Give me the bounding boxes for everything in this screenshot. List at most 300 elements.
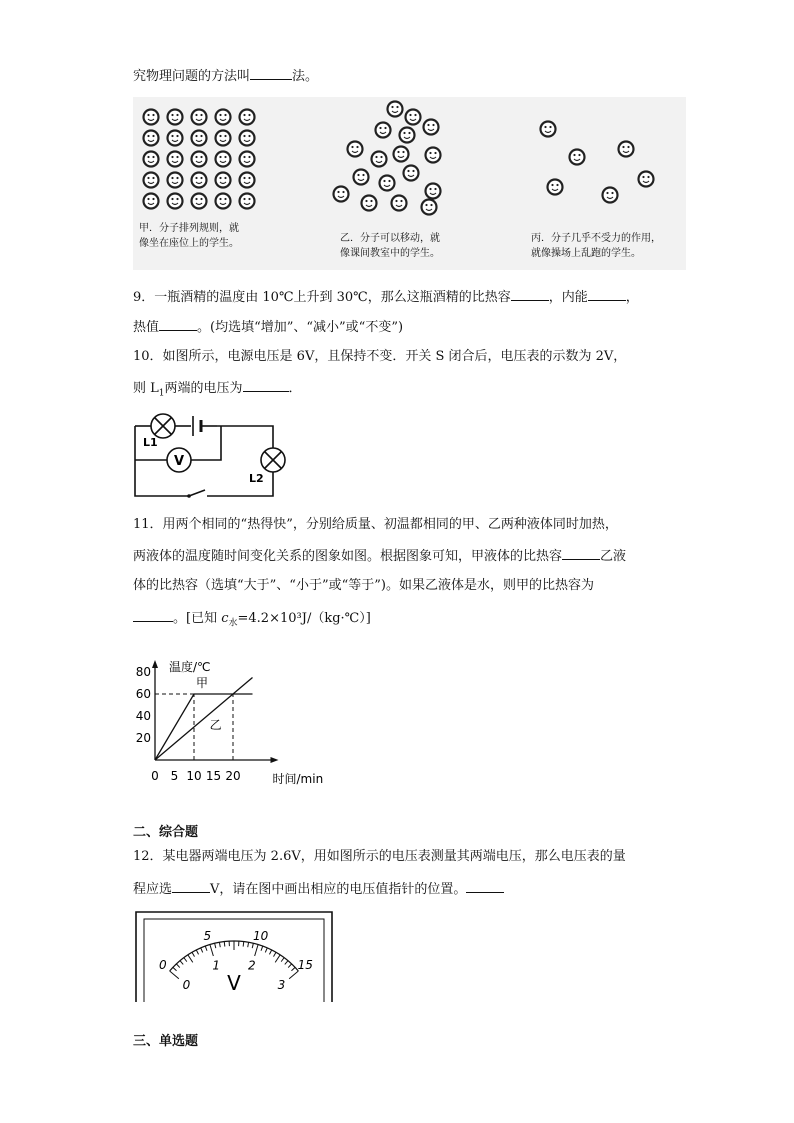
q11-line2 [133, 546, 626, 566]
smiley-molecule-icon [380, 176, 395, 191]
molecule-eye [430, 204, 432, 206]
molecule-eye [397, 151, 399, 153]
dial-tick [261, 946, 263, 951]
molecule-eye [388, 180, 390, 182]
molecule-eye [337, 191, 339, 193]
smiley-molecule-icon [216, 152, 231, 167]
dial-tick [184, 958, 187, 962]
molecule-eye [414, 114, 416, 116]
dial-tick [188, 955, 193, 963]
molecule-outline [168, 110, 183, 125]
smiley-molecule-icon [168, 173, 183, 188]
molecule-outline [570, 150, 585, 165]
molecule-eye [200, 177, 202, 179]
molecule-outline [603, 188, 618, 203]
smiley-molecule-icon [144, 110, 159, 125]
q12-line2 [133, 879, 504, 899]
smiley-molecule-icon [240, 131, 255, 146]
y-tick-label: 60 [135, 687, 151, 701]
molecule-eye [147, 156, 149, 158]
q10-sub: 1 [158, 388, 165, 399]
q11-text-1: 两液体的温度随时间变化关系的图象如图。根据图象可知，甲液体的比热容 [133, 549, 563, 564]
smiley-molecule-icon [168, 152, 183, 167]
dial-tick [243, 942, 244, 947]
molecule-eye [429, 188, 431, 190]
l2-label: L2 [249, 472, 264, 485]
q8-text: 究物理问题的方法叫 [133, 69, 251, 84]
molecule-eye [412, 170, 414, 172]
molecule-outline [348, 142, 363, 157]
q12-text-1: 程应选 [133, 882, 173, 897]
x-axis-arrow [271, 757, 279, 763]
molecule-eye [195, 177, 197, 179]
molecule-eye [224, 177, 226, 179]
caption-c-line2: 就像操场上乱跑的学生。 [531, 248, 641, 259]
molecule-eye [195, 114, 197, 116]
molecule-eye [152, 177, 154, 179]
dial-tick [248, 942, 249, 947]
dial-tick [173, 967, 177, 970]
q10-text-3: ． [288, 381, 302, 396]
section-title-2: 二、综合题 [133, 825, 199, 840]
molecule-outline [400, 128, 415, 143]
dial-tick [274, 952, 277, 956]
molecule-outline [192, 152, 207, 167]
molecule-eye [396, 106, 398, 108]
smiley-molecule-icon [216, 173, 231, 188]
q9-text-4: 热值 [133, 320, 160, 335]
smiley-molecule-icon [168, 110, 183, 125]
q9-text-1: 9．一瓶酒精的温度由 10℃上升到 30℃，那么这瓶酒精的比热容 [133, 290, 511, 305]
l1-label: L1 [143, 436, 158, 449]
molecule-eye [176, 198, 178, 200]
y-axis-arrow [152, 660, 158, 668]
molecule-eye [611, 192, 613, 194]
molecule-eye [556, 184, 558, 186]
molecule-eye [432, 124, 434, 126]
inner-scale-label: 3 [277, 978, 286, 993]
molecule-eye [400, 200, 402, 202]
molecule-eye [384, 127, 386, 129]
molecule-eye [147, 198, 149, 200]
inner-scale-label: 1 [212, 958, 221, 973]
molecule-eye [549, 126, 551, 128]
molecule-eye [248, 135, 250, 137]
inner-scale-label: 2 [247, 958, 256, 973]
x-tick-label: 5 [170, 769, 179, 783]
molecule-outline [168, 152, 183, 167]
molecule-eye [224, 156, 226, 158]
q8-tail [133, 66, 318, 86]
dial-tick [180, 961, 183, 965]
smiley-molecule-icon [144, 173, 159, 188]
section-title-3: 三、单选题 [133, 1034, 199, 1049]
molecule-outline [388, 102, 403, 117]
molecule-eye [544, 126, 546, 128]
q11-line3: 体的比热容（选填“大于”、“小于”或“等于”)。如果乙液体是水，则甲的比热容为 [133, 578, 594, 593]
molecule-eye [224, 114, 226, 116]
dial-tick [285, 961, 288, 965]
dial-tick [281, 958, 284, 962]
molecule-eye [152, 198, 154, 200]
molecule-outline [192, 194, 207, 209]
smiley-molecule-icon [362, 196, 377, 211]
circuit-svg [127, 410, 297, 502]
molecule-eye [171, 177, 173, 179]
smiley-molecule-icon [424, 120, 439, 135]
molecule-outline [354, 170, 369, 185]
smiley-molecule-icon [348, 142, 363, 157]
x-tick-label: 10 [186, 769, 202, 783]
q8-after: 法。 [292, 69, 319, 84]
y-tick-label: 40 [135, 709, 151, 723]
smiley-molecule-icon [406, 110, 421, 125]
molecule-outline [422, 200, 437, 215]
outer-scale-label: 10 [253, 928, 269, 943]
voltmeter-label: V [173, 454, 185, 469]
smiley-molecule-icon [426, 184, 441, 199]
smiley-molecule-icon [388, 102, 403, 117]
molecule-eye [627, 146, 629, 148]
molecule-eye [551, 184, 553, 186]
dial-tick [288, 964, 291, 968]
molecule-eye [200, 114, 202, 116]
smiley-molecule-icon [541, 122, 556, 137]
molecule-eye [357, 174, 359, 176]
smiley-molecule-icon [144, 131, 159, 146]
dial-unit-label: V [227, 971, 241, 995]
q11-blank-2[interactable] [133, 608, 173, 622]
molecule-eye [243, 114, 245, 116]
wire-top-right [217, 426, 273, 448]
x-tick-label: 15 [205, 769, 222, 783]
smiley-molecule-icon [570, 150, 585, 165]
smiley-molecule-icon [422, 200, 437, 215]
series-line-1 [155, 694, 253, 760]
molecule-outline [639, 172, 654, 187]
smiley-molecule-icon [334, 187, 349, 202]
outer-scale-label: 15 [297, 958, 313, 973]
dial-tick [269, 950, 271, 954]
molecule-outline [394, 147, 409, 162]
caption-b [340, 231, 440, 261]
molecule-outline [240, 194, 255, 209]
caption-a-line1: 甲．分子排列规则，就 [139, 223, 239, 234]
molecule-eye [195, 198, 197, 200]
dial-svg[interactable] [135, 907, 333, 1003]
smiley-molecule-icon [192, 173, 207, 188]
molecule-outline [144, 131, 159, 146]
molecule-eye [147, 135, 149, 137]
molecule-outline [380, 176, 395, 191]
caption-c-line1: 丙．分子几乎不受力的作用， [531, 233, 661, 244]
molecule-eye [171, 114, 173, 116]
q9-blank-2[interactable] [588, 287, 626, 301]
molecule-eye [224, 198, 226, 200]
smiley-molecule-icon [619, 142, 634, 157]
smiley-molecule-icon [192, 152, 207, 167]
molecule-eye [200, 198, 202, 200]
smiley-molecule-icon [392, 196, 407, 211]
q9-text-2: ，内能 [548, 290, 588, 305]
q10-text-1: 则 L [133, 381, 159, 396]
q9-text-3: ， [625, 290, 639, 305]
molecule-eye [243, 198, 245, 200]
molecule-eye [243, 177, 245, 179]
molecule-eye [248, 177, 250, 179]
switch-blade [189, 490, 205, 496]
q9-blank-3[interactable] [159, 317, 197, 331]
molecule-outline [426, 184, 441, 199]
molecule-eye [147, 177, 149, 179]
smiley-molecule-icon [426, 148, 441, 163]
outer-scale-label: 0 [158, 958, 167, 973]
molecule-outline [362, 196, 377, 211]
molecule-outline [144, 152, 159, 167]
smiley-molecule-icon [240, 194, 255, 209]
x-tick-label: 20 [225, 769, 241, 783]
molecule-outline [240, 110, 255, 125]
molecule-eye [248, 198, 250, 200]
q11-text-4: =4.2×10³J/（kg·℃）] [237, 611, 371, 626]
molecule-outline [376, 123, 391, 138]
molecule-eye [219, 156, 221, 158]
molecule-eye [395, 200, 397, 202]
molecule-eye [152, 156, 154, 158]
dial-tick [219, 942, 220, 947]
molecule-outline [424, 120, 439, 135]
molecule-eye [380, 156, 382, 158]
q11-text-3: 。[已知 [173, 611, 222, 626]
molecule-eye [219, 177, 221, 179]
circuit-diagram [127, 410, 297, 502]
dial-tick [210, 945, 213, 956]
dial-tick [215, 943, 216, 948]
q9-text-5: 。(均选填“增加”、“减小”或“不变”) [197, 320, 404, 335]
q10-text-2: 两端的电压为 [164, 381, 243, 396]
molecule-eye [152, 114, 154, 116]
molecule-outline [406, 110, 421, 125]
molecule-outline [216, 194, 231, 209]
dial-tick [170, 971, 179, 979]
q9-blank-1[interactable] [511, 287, 549, 301]
q12-text-2: V，请在图中画出相应的电压值指针的位置。 [210, 882, 467, 897]
caption-b-line2: 像课间教室中的学生。 [340, 248, 440, 259]
q10-blank[interactable] [243, 378, 289, 392]
molecule-outline [404, 166, 419, 181]
q9-line2 [133, 317, 403, 337]
series-label-1: 甲 [196, 676, 209, 690]
molecule-eye [383, 180, 385, 182]
smiley-molecule-icon [216, 131, 231, 146]
y-axis-label: 温度/℃ [169, 660, 211, 674]
q12-line1: 12．某电器两端电压为 2.6V，用如图所示的电压表测量其两端电压，那么电压表的量 [133, 849, 626, 864]
molecule-outline [216, 110, 231, 125]
smiley-molecule-icon [376, 123, 391, 138]
q11-sub: 水 [228, 618, 238, 629]
smiley-molecule-icon [192, 194, 207, 209]
dial-tick [265, 948, 267, 953]
molecule-outline [240, 131, 255, 146]
smiley-molecule-icon [192, 110, 207, 125]
smiley-molecule-icon [240, 110, 255, 125]
smiley-molecule-icon [192, 131, 207, 146]
molecule-eye [219, 135, 221, 137]
molecule-eye [429, 152, 431, 154]
caption-c [531, 231, 661, 261]
smiley-molecule-icon [548, 180, 563, 195]
dial-tick [192, 952, 195, 956]
molecule-outline [192, 131, 207, 146]
smiley-molecule-icon [216, 110, 231, 125]
caption-b-line1: 乙．分子可以移动，就 [340, 233, 440, 244]
outer-scale-label: 5 [203, 928, 212, 943]
molecule-eye [243, 156, 245, 158]
molecule-eye [147, 114, 149, 116]
voltmeter-dial [135, 907, 333, 1003]
dial-tick [205, 946, 207, 951]
x-axis-label: 时间/min [272, 772, 324, 786]
q11-line4 [133, 608, 371, 633]
molecule-outline [240, 173, 255, 188]
caption-a [139, 221, 239, 251]
molecule-eye [200, 156, 202, 158]
molecule-eye [362, 174, 364, 176]
molecule-eye [243, 135, 245, 137]
smiley-molecule-icon [354, 170, 369, 185]
molecule-eye [195, 135, 197, 137]
q11-c-symbol: c [221, 611, 229, 626]
q11-text-2: 乙液 [600, 549, 627, 564]
molecule-eye [176, 156, 178, 158]
dial-tick [201, 948, 203, 953]
molecule-outline [216, 173, 231, 188]
molecule-outline [144, 194, 159, 209]
q10-line2 [133, 378, 302, 403]
dial-tick [252, 943, 253, 948]
molecule-outline [548, 180, 563, 195]
smiley-molecule-icon [639, 172, 654, 187]
molecule-eye [427, 124, 429, 126]
q10-line1: 10．如图所示，电源电压是 6V，且保持不变．开关 S 闭合后，电压表的示数为 2V， [133, 349, 627, 364]
dial-tick [196, 950, 198, 954]
molecule-eye [403, 132, 405, 134]
q9-line1 [133, 287, 639, 307]
caption-a-line2: 像坐在座位上的学生。 [139, 238, 239, 249]
dial-tick [275, 955, 280, 963]
molecule-eye [409, 114, 411, 116]
dial-tick [224, 942, 225, 947]
molecule-outline [192, 110, 207, 125]
switch-pivot [187, 494, 191, 498]
smiley-molecule-icon [394, 147, 409, 162]
molecule-eye [200, 135, 202, 137]
molecule-outline [144, 173, 159, 188]
molecule-outline [168, 194, 183, 209]
smiley-molecule-icon [240, 173, 255, 188]
molecule-eye [622, 146, 624, 148]
molecule-eye [573, 154, 575, 156]
molecule-eye [647, 176, 649, 178]
chart-svg [133, 642, 353, 794]
molecule-eye [219, 114, 221, 116]
molecule-eye [606, 192, 608, 194]
molecule-eye [171, 135, 173, 137]
smiley-molecule-icon [240, 152, 255, 167]
y-tick-label: 80 [135, 665, 151, 679]
q11-blank-1[interactable] [562, 546, 600, 560]
dial-tick [291, 967, 295, 970]
molecule-eye [434, 188, 436, 190]
molecule-outline [240, 152, 255, 167]
molecule-eye [351, 146, 353, 148]
molecule-outline [192, 173, 207, 188]
q12-blank-2[interactable] [466, 879, 504, 893]
molecule-eye [219, 198, 221, 200]
smiley-molecule-icon [404, 166, 419, 181]
molecule-eye [195, 156, 197, 158]
smiley-molecule-icon [216, 194, 231, 209]
molecule-eye [379, 127, 381, 129]
smiley-molecule-icon [144, 152, 159, 167]
molecule-eye [176, 177, 178, 179]
molecule-outline [541, 122, 556, 137]
molecule-eye [408, 132, 410, 134]
molecule-outline [392, 196, 407, 211]
dial-tick [176, 964, 179, 968]
smiley-molecule-icon [603, 188, 618, 203]
molecule-eye [391, 106, 393, 108]
molecule-eye [425, 204, 427, 206]
molecule-eye [365, 200, 367, 202]
molecule-eye [171, 198, 173, 200]
molecule-eye [375, 156, 377, 158]
molecule-eye [356, 146, 358, 148]
molecule-eye [176, 135, 178, 137]
molecule-eye [224, 135, 226, 137]
molecule-eye [578, 154, 580, 156]
q12-blank-1[interactable] [172, 879, 210, 893]
molecule-outline [372, 152, 387, 167]
molecule-figure [133, 97, 686, 270]
molecule-eye [342, 191, 344, 193]
wire-v-right [191, 426, 221, 460]
molecule-outline [619, 142, 634, 157]
temperature-chart [133, 642, 353, 794]
series-label-2: 乙 [209, 718, 222, 733]
molecule-outline [168, 131, 183, 146]
molecule-outline [168, 173, 183, 188]
molecule-outline [144, 110, 159, 125]
smiley-molecule-icon [372, 152, 387, 167]
y-tick-label: 20 [135, 731, 151, 745]
molecule-outline [426, 148, 441, 163]
molecule-eye [434, 152, 436, 154]
molecule-outline [216, 152, 231, 167]
q8-blank[interactable] [250, 66, 292, 80]
smiley-molecule-icon [400, 128, 415, 143]
molecule-eye [176, 114, 178, 116]
dial-tick [255, 945, 258, 956]
smiley-molecule-icon [168, 131, 183, 146]
molecule-outline [334, 187, 349, 202]
molecule-eye [402, 151, 404, 153]
molecule-eye [370, 200, 372, 202]
x-tick-label: 0 [151, 769, 159, 783]
q11-line1: 11．用两个相同的“热得快”，分别给质量、初温都相同的甲、乙两种液体同时加热， [133, 517, 618, 532]
smiley-molecule-icon [168, 194, 183, 209]
molecule-eye [248, 114, 250, 116]
